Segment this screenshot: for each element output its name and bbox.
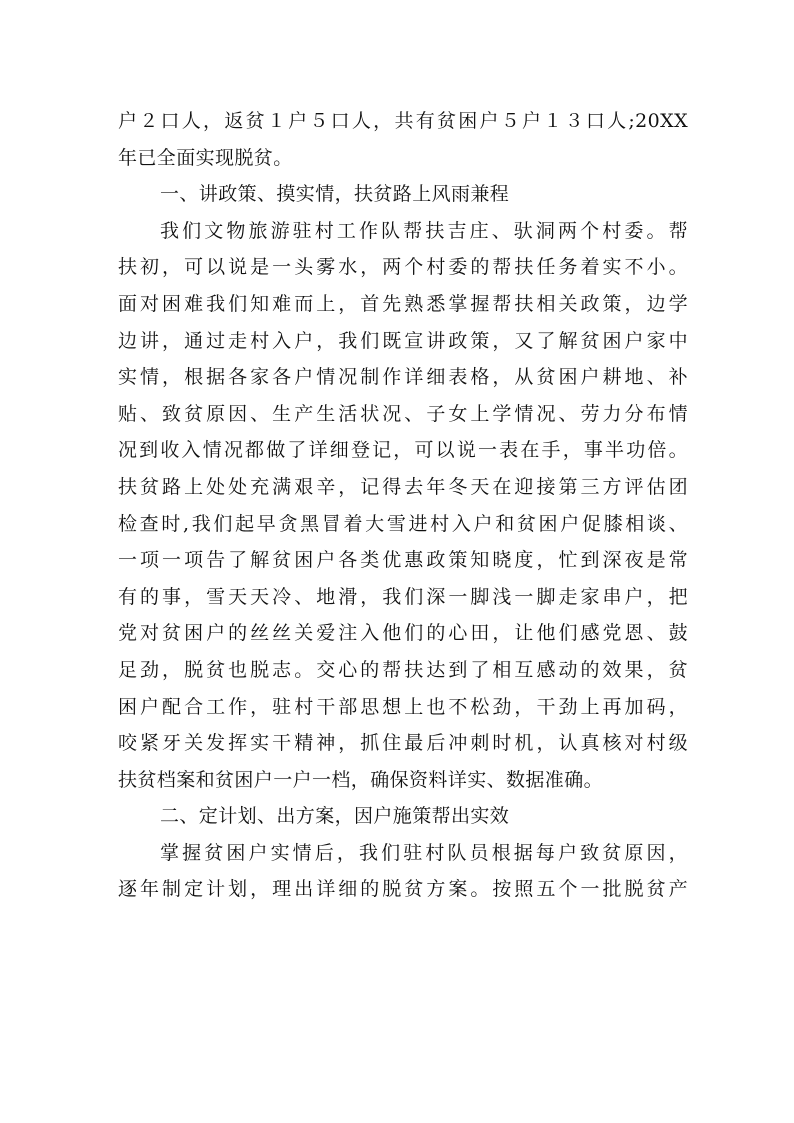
paragraph-line: 面对困难我们知难而上，首先熟悉掌握帮扶相关政策，边学 [118,292,688,315]
paragraph-line: 掌握贫困户实情后，我们驻村队员根据每户致贫原因， [160,841,688,864]
paragraph-line: 足劲，脱贫也脱志。交心的帮扶达到了相互感动的效果，贫 [118,658,688,681]
paragraph-line: 困户配合工作，驻村干部思想上也不松劲，干劲上再加码， [118,695,688,718]
document-body [118,103,688,908]
paragraph-line: 有的事，雪天天冷、地滑，我们深一脚浅一脚走家串户，把 [118,585,688,608]
paragraph-line: 扶初，可以说是一头雾水，两个村委的帮扶任务着实不小。 [118,256,688,279]
paragraph-line: 边讲，通过走村入户，我们既宣讲政策，又了解贫困户家中 [118,329,688,352]
paragraph-line: 况到收入情况都做了详细登记，可以说一表在手，事半功倍。 [118,439,688,462]
paragraph-line: 党对贫困户的丝丝关爱注入他们的心田，让他们感党恩、鼓 [118,622,688,645]
section-heading: 二、定计划、出方案，因户施策帮出实效 [160,805,510,828]
section-heading: 一、讲政策、摸实情，扶贫路上风雨兼程 [160,183,510,206]
paragraph-line: 贴、致贫原因、生产生活状况、子女上学情况、劳力分布情 [118,402,688,425]
paragraph-line: 逐年制定计划，理出详细的脱贫方案。按照五个一批脱贫产 [118,878,688,901]
paragraph-line: 我们文物旅游驻村工作队帮扶吉庄、驮洞两个村委。帮 [160,219,688,242]
paragraph-line: 实情，根据各家各户情况制作详细表格，从贫困户耕地、补 [118,366,688,389]
paragraph-line: 咬紧牙关发挥实干精神，抓住最后冲刺时机，认真核对村级 [118,732,688,755]
paragraph-line: 扶贫档案和贫困户一户一档，确保资料详实、数据准确。 [118,768,604,791]
paragraph-line: 年已全面实现脱贫。 [118,146,293,169]
paragraph-line: 检查时,我们起早贪黑冒着大雪进村入户和贫困户促膝相谈、 [118,512,688,535]
paragraph-line: 扶贫路上处处充满艰辛，记得去年冬天在迎接第三方评估团 [118,475,688,498]
paragraph-line: 户２口人，返贫１户５口人，共有贫困户５户１３口人;20XX [118,110,688,132]
paragraph-line: 一项一项告了解贫困户各类优惠政策知晓度，忙到深夜是常 [118,549,688,572]
